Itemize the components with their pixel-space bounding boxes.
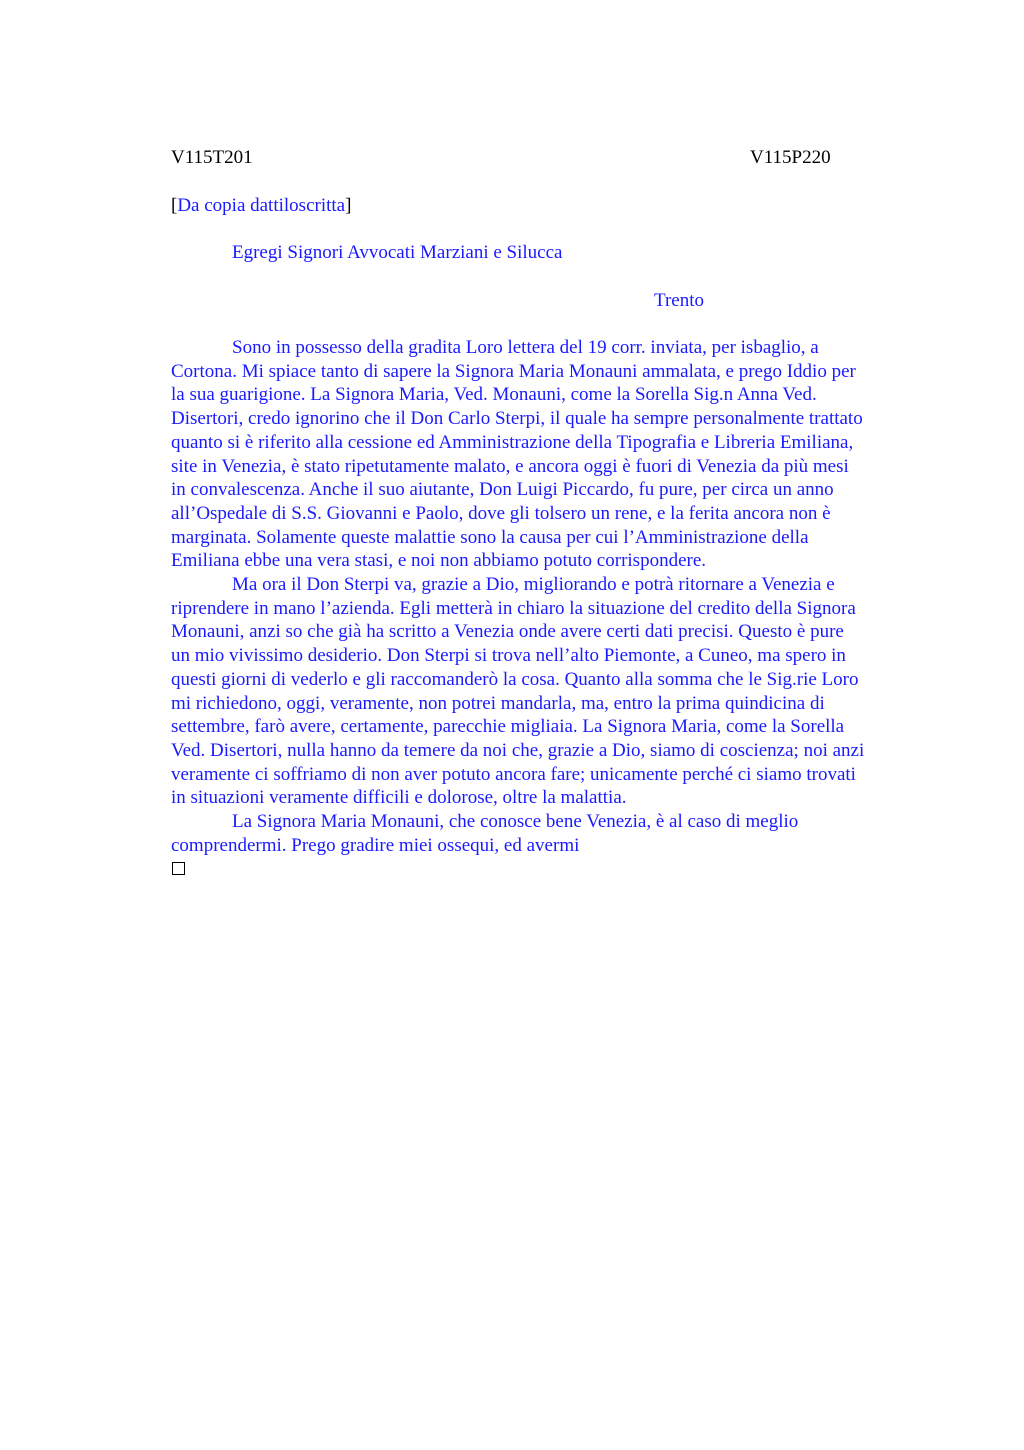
square-outline-icon xyxy=(172,862,185,875)
paragraph-line: Disertori, credo ignorino che il Don Carlo Sterpi, il quale ha sempre personalmente trattato xyxy=(171,408,863,430)
document-code-right: V115P220 xyxy=(750,147,831,168)
source-note-text: Da copia dattiloscritta xyxy=(177,195,346,216)
source-note-close-bracket: ] xyxy=(345,195,352,216)
paragraph-line: Emiliana ebbe una vera stasi, e noi non abbiamo potuto corrispondere. xyxy=(171,550,707,572)
paragraph-line: site in Venezia, è stato ripetutamente malato, e ancora oggi è fuori di Venezia da più mesi xyxy=(171,455,849,477)
paragraph-line: Ved. Disertori, nulla hanno da temere da noi che, grazie a Dio, siamo di coscienza; noi anzi xyxy=(171,739,865,761)
paragraph-line: in situazioni veramente difficili e dolorose, oltre la malattia. xyxy=(171,787,627,809)
paragraph-line: Sono in possesso della gradita Loro lettera del 19 corr. inviata, per isbaglio, a xyxy=(232,337,819,358)
paragraph-2 xyxy=(171,573,931,810)
paragraph-line: comprendermi. Prego gradire miei ossequi, ed avermi xyxy=(171,834,580,856)
letter-place: Trento xyxy=(654,290,704,311)
paragraph-line: Cortona. Mi spiace tanto di sapere la Signora Maria Monauni ammalata, e prego Iddio per xyxy=(171,360,856,382)
paragraph-line: riprendere in mano l’azienda. Egli metterà in chiaro la situazione del credito della Signora xyxy=(171,597,856,619)
paragraph-line: marginata. Solamente queste malattie sono la causa per cui l’Amministrazione della xyxy=(171,526,809,548)
paragraph-line: un mio vivissimo desiderio. Don Sterpi si trova nell’alto Piemonte, a Cuneo, ma spero in xyxy=(171,645,846,667)
paragraph-line: in convalescenza. Anche il suo aiutante, Don Luigi Piccardo, fu pure, per circa un anno xyxy=(171,479,834,501)
letter-salutation: Egregi Signori Avvocati Marziani e Silucca xyxy=(232,242,563,263)
paragraph-3 xyxy=(171,810,931,857)
paragraph-line: La Signora Maria Monauni, che conosce bene Venezia, è al caso di meglio xyxy=(232,811,799,833)
paragraph-line: questi giorni di vederlo e gli raccomanderò la cosa. Quanto alla somma che le Sig.rie Loro xyxy=(171,668,859,690)
paragraph-line: settembre, farò avere, certamente, parecchie migliaia. La Signora Maria, come la Sorella xyxy=(171,716,845,738)
paragraph-1 xyxy=(171,336,931,573)
paragraph-line: Monauni, anzi so che già ha scritto a Venezia onde avere certi dati precisi. Questo è pure xyxy=(171,621,844,643)
letter-body xyxy=(171,336,931,857)
paragraph-line: all’Ospedale di S.S. Giovanni e Paolo, dove gli tolsero un rene, e la ferita ancora non è xyxy=(171,502,831,524)
source-note-open-bracket: [ xyxy=(171,195,178,216)
paragraph-line: mi richiedono, oggi, veramente, non potrei mandarla, ma, entro la prima quindicina di xyxy=(171,692,825,714)
paragraph-line: veramente ci soffriamo di non aver potuto ancora fare; unicamente perché ci siamo trovati xyxy=(171,763,856,785)
paragraph-line: quanto si è riferito alla cessione ed Amministrazione della Tipografia e Libreria Emiliana, xyxy=(171,431,854,453)
document-code-left: V115T201 xyxy=(171,147,253,168)
paragraph-line: la sua guarigione. La Signora Maria, Ved. Monauni, come la Sorella Sig.n Anna Ved. xyxy=(171,384,817,406)
paragraph-line: Ma ora il Don Sterpi va, grazie a Dio, migliorando e potrà ritornare a Venezia e xyxy=(232,574,835,596)
source-note xyxy=(171,194,351,218)
